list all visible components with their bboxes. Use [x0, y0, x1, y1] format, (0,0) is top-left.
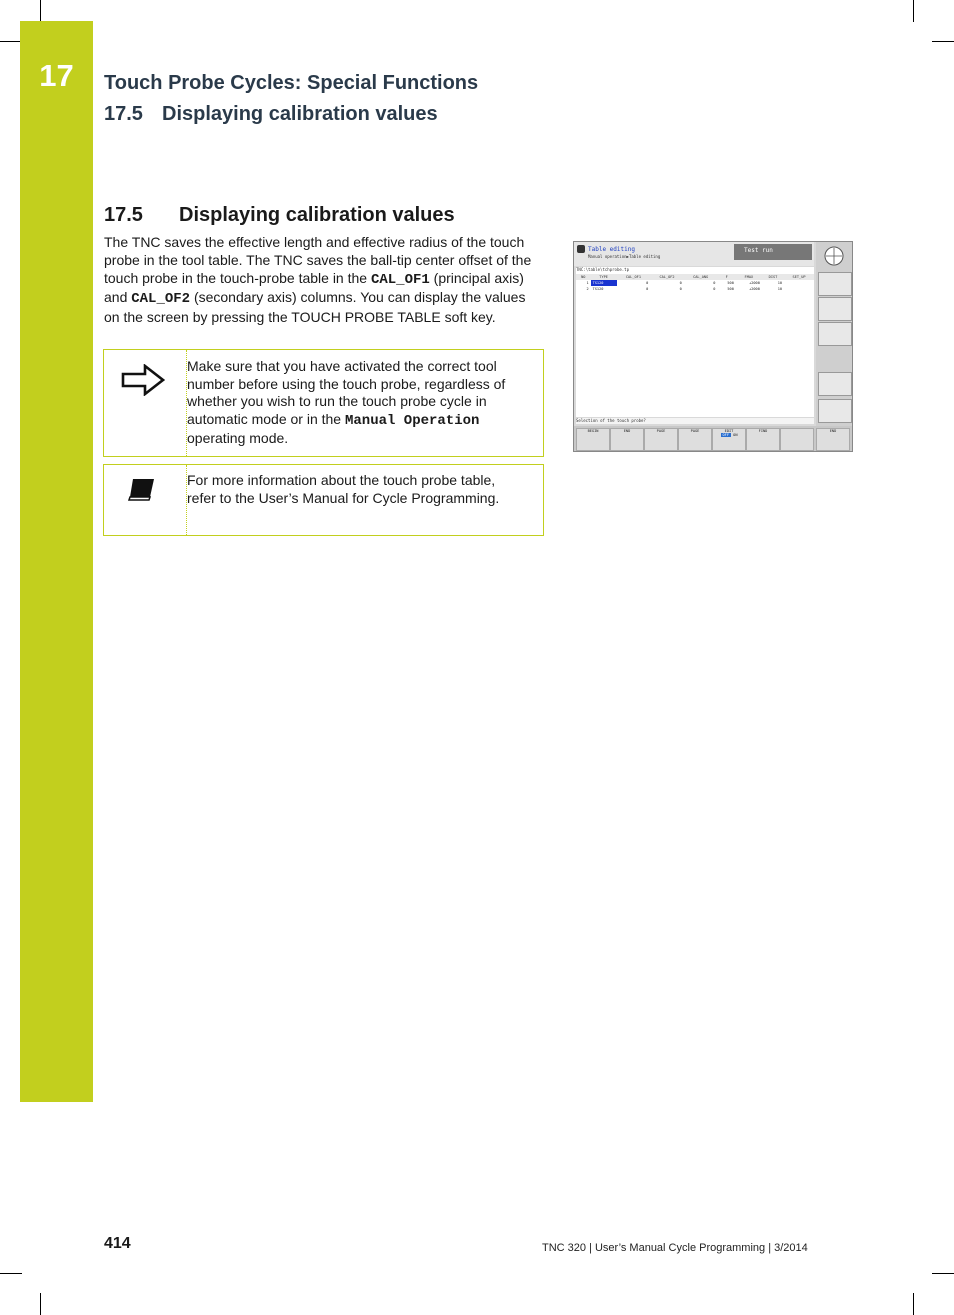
softkey-label: BEGIN [587, 429, 599, 433]
softkey-label: EDIT [724, 429, 734, 433]
crop-mark [0, 41, 22, 42]
cell[interactable]: +2000 [749, 287, 760, 291]
cell[interactable]: TS120 [592, 287, 604, 291]
prompt-line: Selection of the touch probe? [576, 418, 814, 424]
spindle-override[interactable] [818, 372, 852, 396]
side-panel [816, 242, 852, 426]
chapter-title: Touch Probe Cycles: Special Functions [104, 72, 479, 94]
col-header: TYPE [591, 274, 617, 280]
cell[interactable]: +2000 [749, 281, 760, 285]
cell[interactable] [784, 286, 814, 292]
chapter-sidebar [20, 21, 93, 1102]
col-header: NO [576, 274, 591, 280]
crop-mark [932, 1273, 954, 1274]
edit-on: ON [733, 433, 738, 437]
crop-mark [913, 1293, 914, 1315]
info-text: For more information about the touch probe table, refer to the User’s Manual for Cycle Programming. [187, 472, 500, 506]
run-mode [734, 244, 812, 260]
mode-header [574, 242, 814, 266]
section-heading [104, 204, 455, 227]
note-icon-column [104, 350, 187, 456]
run-mode-label: Test run [744, 247, 773, 254]
intro-text: (secondary axis) columns. You can display the values on the screen by pressing the TOUCH PROBE TABLE soft key. [104, 289, 526, 326]
col-header: DIST [762, 274, 784, 280]
softkey-end-table[interactable] [816, 428, 850, 451]
col-header: CAL_ANG [684, 274, 718, 280]
note-text [187, 358, 527, 448]
cell[interactable]: 0 [713, 287, 716, 291]
softkey-label: END [829, 429, 837, 433]
crop-mark [932, 41, 954, 42]
crop-mark [40, 1293, 41, 1315]
mode-icon [577, 245, 585, 253]
cell-selected[interactable]: TS120 [591, 280, 617, 286]
mode-title: Table editing [588, 246, 635, 253]
edit-off: OFF [722, 433, 729, 437]
feed-override[interactable] [818, 399, 852, 423]
intro-paragraph [104, 234, 536, 327]
cell[interactable]: 500 [727, 287, 734, 291]
file-path: TNC:\table\tchprobe.tp [576, 267, 629, 272]
softkey-end[interactable] [610, 428, 644, 451]
softkey-begin[interactable] [576, 428, 610, 451]
crop-mark [913, 0, 914, 22]
note-box [103, 349, 544, 457]
side-button[interactable] [818, 272, 852, 296]
side-button[interactable] [818, 297, 852, 321]
note-body: Make sure that you have activated the correct tool number before using the touch probe, regardless of whether you wish to run the touch probe cycle in automatic mode or in the [187, 358, 506, 427]
cell[interactable]: 10 [777, 281, 783, 285]
crop-mark [0, 1273, 22, 1274]
probe-table-area [576, 267, 814, 417]
crop-mark [40, 0, 41, 22]
compass-icon [823, 245, 845, 267]
side-button[interactable] [818, 322, 852, 346]
cell[interactable]: 500 [727, 281, 734, 285]
table-row[interactable] [576, 286, 814, 292]
cell[interactable]: 10 [777, 287, 783, 291]
chapter-number: 17 [39, 58, 74, 93]
softkey-label: PAGE [656, 429, 666, 433]
section-number: 17.5 [104, 103, 143, 125]
col-header: CAL_OF1 [617, 274, 651, 280]
running-header-section [104, 103, 438, 126]
col-header: SET_UP [784, 274, 814, 280]
cell[interactable]: 2 [586, 287, 589, 291]
note-bold: Manual Operation [344, 412, 480, 429]
arrow-right-icon [121, 364, 165, 396]
cell[interactable]: 0 [646, 287, 649, 291]
col-header: CAL_OF2 [650, 274, 684, 280]
intro-text: (principal axis) and [104, 269, 524, 306]
section-title: Displaying calibration values [162, 103, 438, 125]
softkey-label: FIND [758, 429, 768, 433]
softkey-bar [574, 426, 852, 451]
cell[interactable]: 0 [679, 287, 682, 291]
page-number: 414 [104, 1235, 131, 1252]
cell[interactable]: 0 [679, 281, 682, 285]
code-cal-of1: CAL_OF1 [370, 271, 430, 288]
col-header: FMAX [736, 274, 762, 280]
softkey-label: END [623, 429, 631, 433]
softkey-label: PAGE [690, 429, 700, 433]
cell[interactable]: 0 [646, 281, 649, 285]
softkey-page-up[interactable] [644, 428, 678, 451]
mode-path: Manual operation▶Table editing [588, 254, 661, 259]
softkey-find[interactable] [746, 428, 780, 451]
info-box [103, 464, 544, 536]
note-tail: operating mode. [187, 430, 289, 447]
section-heading-number: 17.5 [104, 204, 143, 226]
softkey-edit[interactable] [712, 428, 746, 451]
softkey-empty[interactable] [780, 428, 814, 451]
cell[interactable]: 1 [586, 281, 589, 285]
probe-table [576, 274, 814, 292]
intro-text: The TNC saves the effective length and effective radius of the touch probe in the tool table. The TNC saves the ball-tip center offset of the touch probe in the touch-probe table in the [104, 234, 532, 286]
book-icon [128, 477, 156, 501]
col-header: F [717, 274, 735, 280]
cell[interactable]: 0 [713, 281, 716, 285]
tnc-screenshot [573, 241, 853, 452]
section-heading-title: Displaying calibration values [179, 204, 455, 226]
code-cal-of2: CAL_OF2 [131, 291, 191, 308]
info-icon-column [104, 465, 187, 535]
footer-text: TNC 320 | User’s Manual Cycle Programming | 3/2014 [542, 1242, 808, 1254]
softkey-page-down[interactable] [678, 428, 712, 451]
